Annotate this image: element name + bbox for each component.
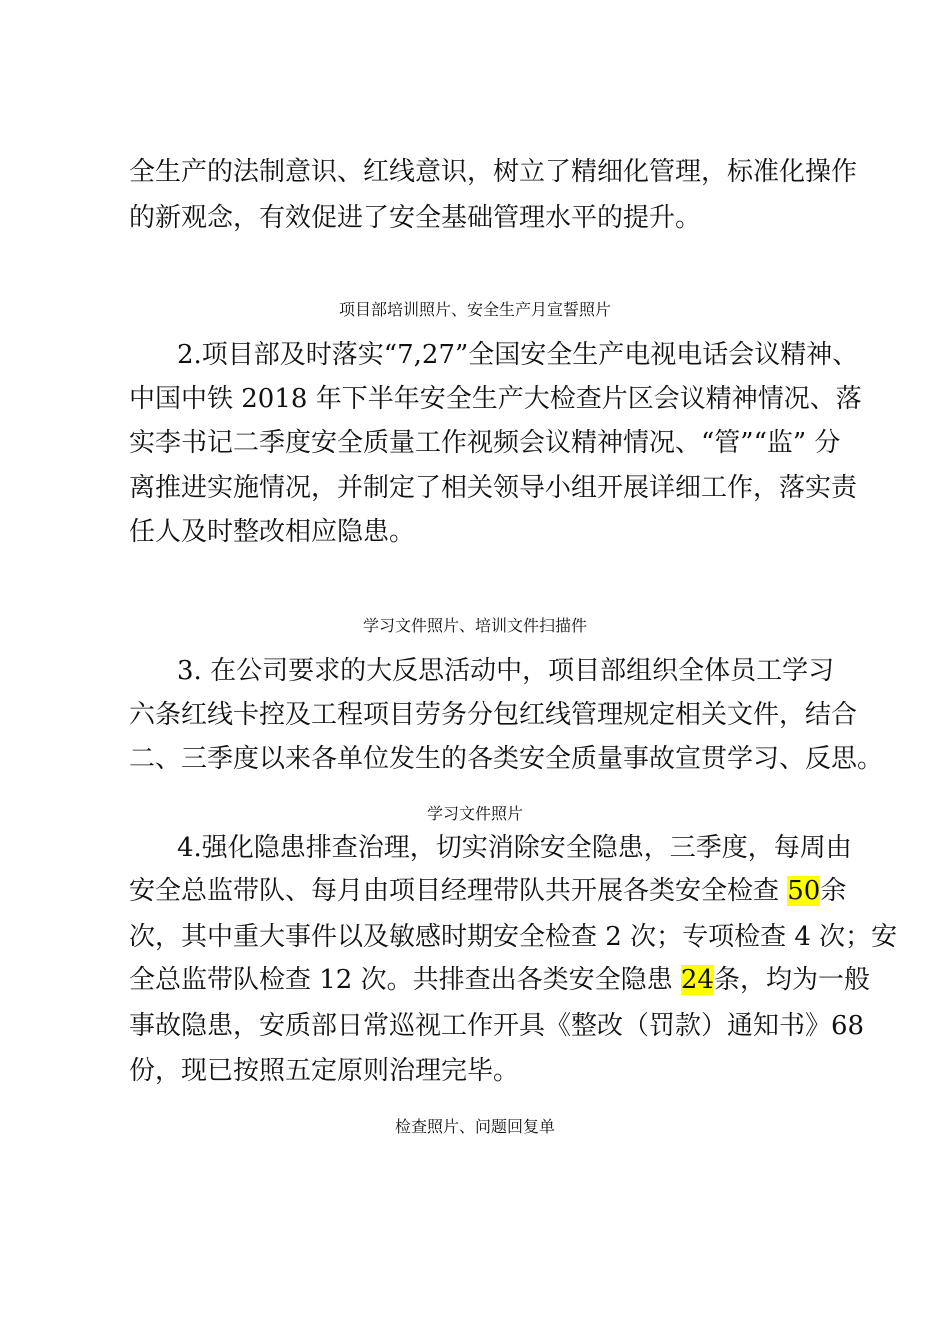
paragraph-3-line-2: 六条红线卡控及工程项目劳务分包红线管理规定相关文件，结合 xyxy=(129,700,858,730)
paragraph-4-line-2-end: 余 xyxy=(820,876,847,906)
paragraph-4-line-2 xyxy=(129,876,847,906)
paragraph-4-line-1: 4.强化隐患排查治理，切实消除安全隐患，三季度，每周由 xyxy=(177,833,852,863)
caption-study-photos: 学习文件照片 xyxy=(426,804,523,823)
paragraph-intro-line-1: 全生产的法制意识、红线意识，树立了精细化管理，标准化操作 xyxy=(129,157,858,187)
caption-inspection-photos: 检查照片、问题回复单 xyxy=(394,1117,555,1136)
caption-training-photos: 项目部培训照片、安全生产月宣誓照片 xyxy=(338,300,611,319)
highlight-hazard-count: 24 xyxy=(680,965,714,995)
paragraph-2-line-4: 离推进实施情况，并制定了相关领导小组开展详细工作，落实责 xyxy=(129,473,858,503)
paragraph-4-line-4-text: 全总监带队检查 12 次。共排查出各类安全隐患 xyxy=(129,965,681,995)
paragraph-4-line-5: 事故隐患，安质部日常巡视工作开具《整改（罚款）通知书》68 xyxy=(129,1011,865,1041)
paragraph-intro-line-2: 的新观念，有效促进了安全基础管理水平的提升。 xyxy=(129,203,702,233)
paragraph-4-line-4 xyxy=(129,965,870,995)
paragraph-2-line-5: 任人及时整改相应隐患。 xyxy=(129,517,416,547)
highlight-inspection-count: 50 xyxy=(787,876,821,906)
paragraph-4-line-2-text: 安全总监带队、每月由项目经理带队共开展各类安全检查 xyxy=(129,876,788,906)
caption-study-files: 学习文件照片、培训文件扫描件 xyxy=(362,616,587,635)
paragraph-2-line-3: 实李书记二季度安全质量工作视频会议精神情况、“管”“监” 分 xyxy=(129,428,841,458)
paragraph-2-line-2: 中国中铁 2018 年下半年安全生产大检查片区会议精神情况、落 xyxy=(129,384,862,414)
paragraph-4-line-3: 次，其中重大事件以及敏感时期安全检查 2 次；专项检查 4 次；安 xyxy=(129,922,898,952)
paragraph-3-line-3: 二、三季度以来各单位发生的各类安全质量事故宣贯学习、反思。 xyxy=(129,744,884,774)
paragraph-4-line-6: 份，现已按照五定原则治理完毕。 xyxy=(129,1056,520,1086)
paragraph-3-line-1: 3. 在公司要求的大反思活动中，项目部组织全体员工学习 xyxy=(177,656,835,686)
paragraph-4-line-4-end: 条，均为一般 xyxy=(713,965,870,995)
paragraph-2-line-1: 2.项目部及时落实“7,27”全国安全生产电视电话会议精神、 xyxy=(177,340,859,370)
